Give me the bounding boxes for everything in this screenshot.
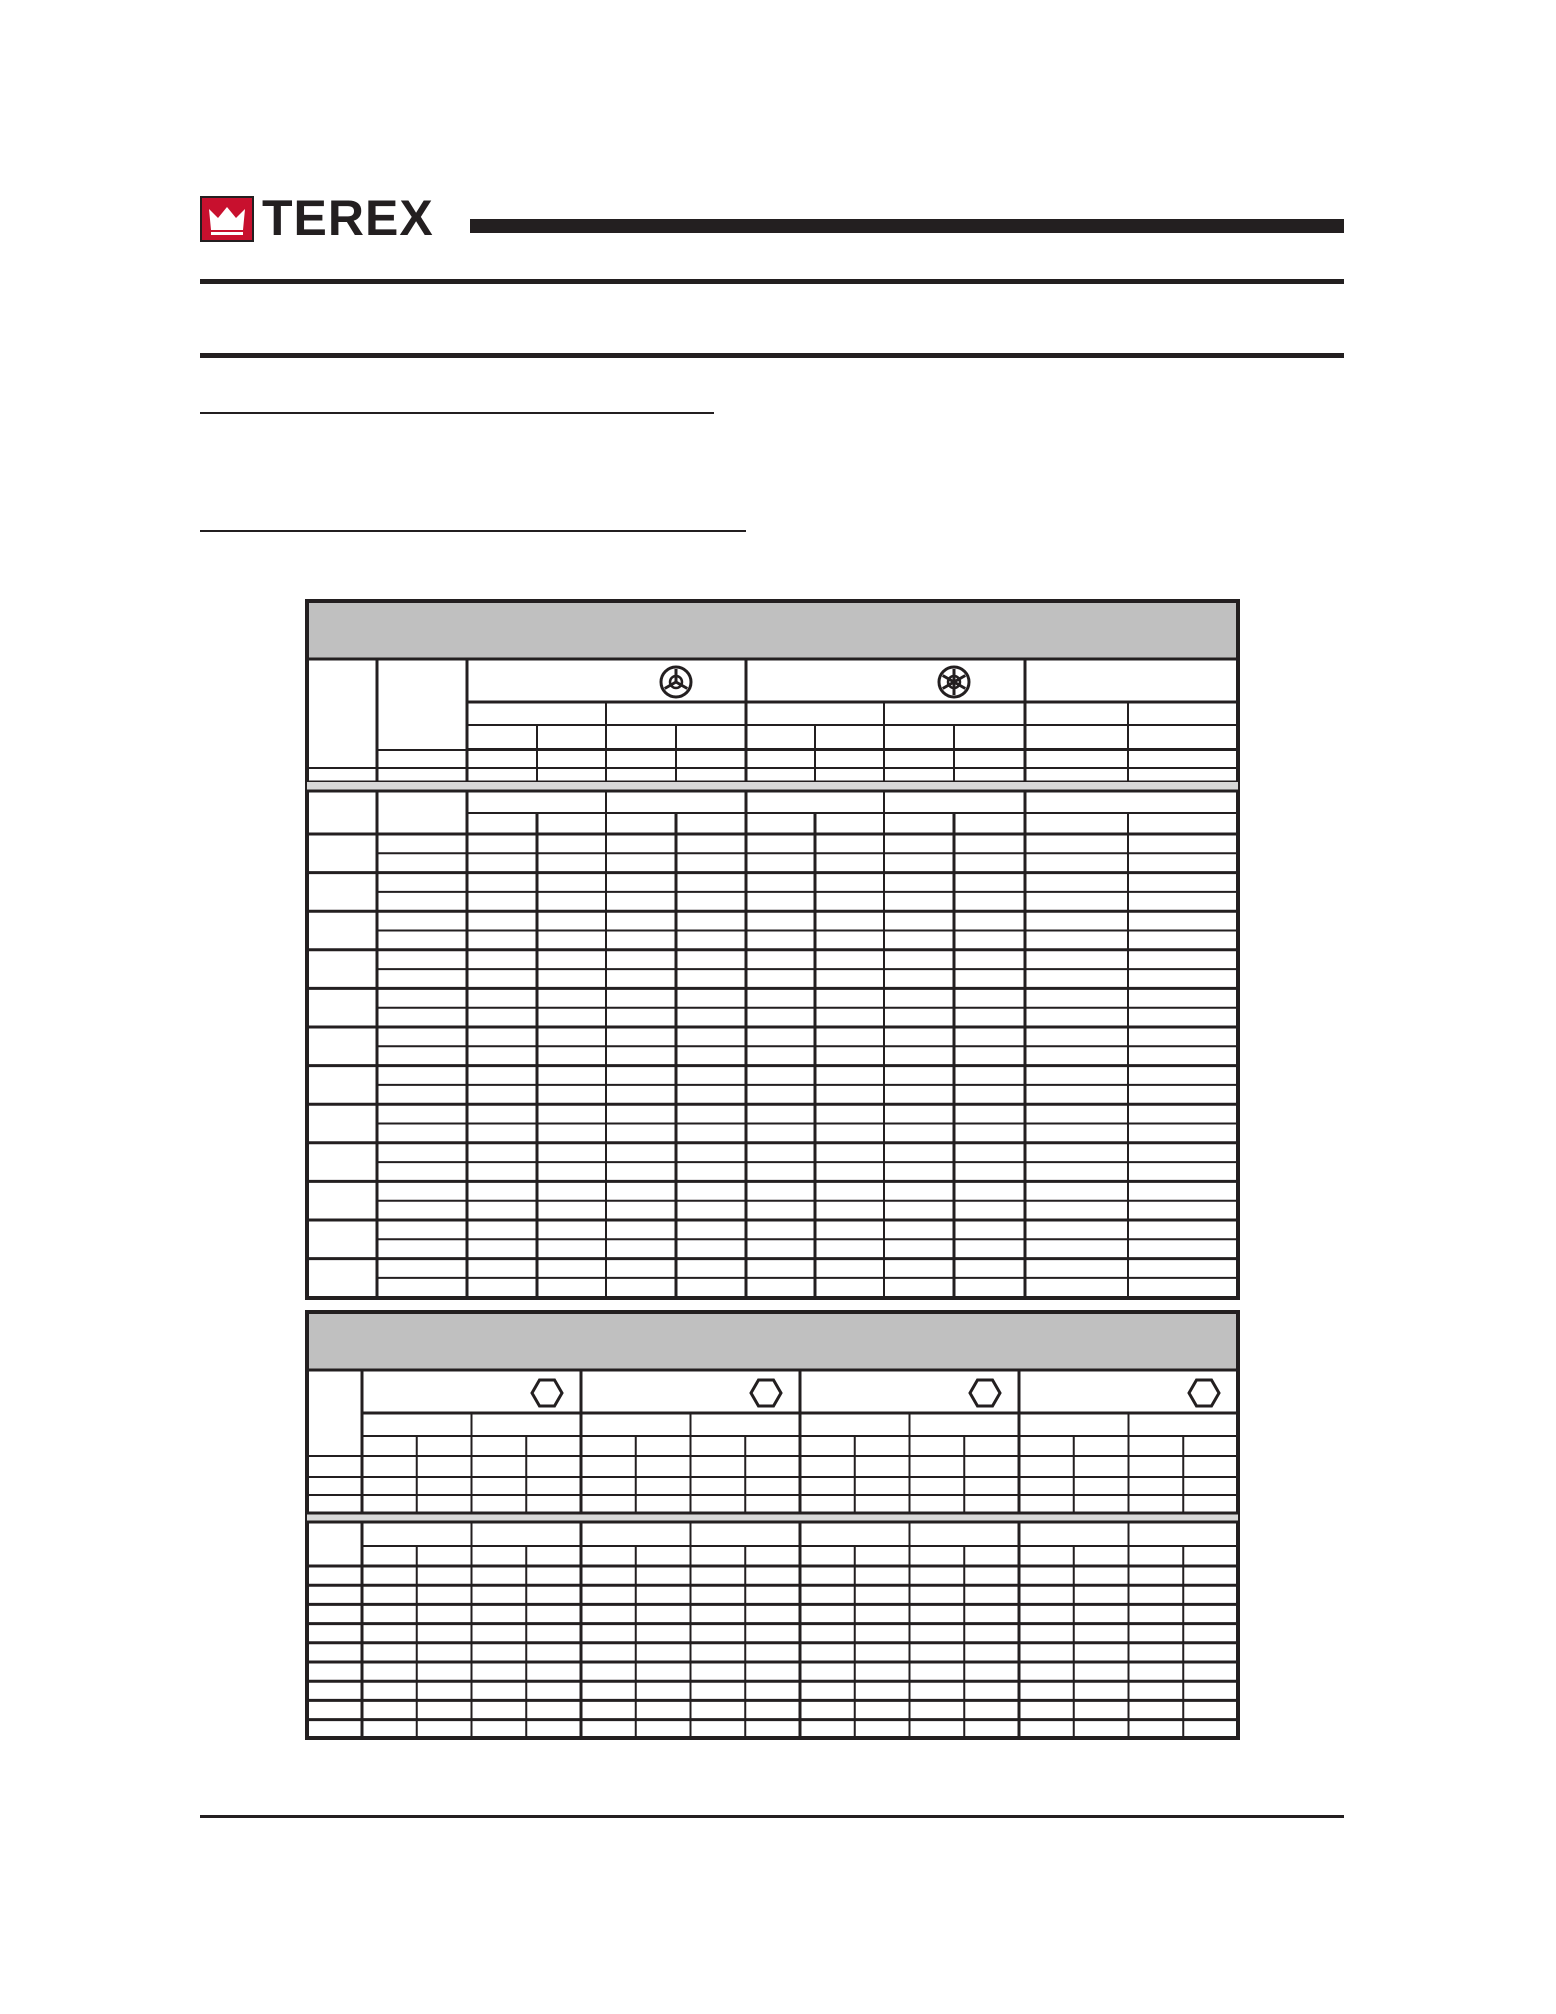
- table2-border: [307, 1312, 1238, 1738]
- brand-wordmark: TEREX: [262, 190, 434, 246]
- table2-title-band: [307, 1312, 1238, 1370]
- class-14-9-bolt-icon: [1189, 1380, 1219, 1406]
- footer-rule: [200, 1815, 1344, 1818]
- class-10-9-bolt-icon: [751, 1380, 781, 1406]
- class-12-9-bolt-icon: [970, 1380, 1000, 1406]
- class-8-8-bolt-icon: [532, 1380, 562, 1406]
